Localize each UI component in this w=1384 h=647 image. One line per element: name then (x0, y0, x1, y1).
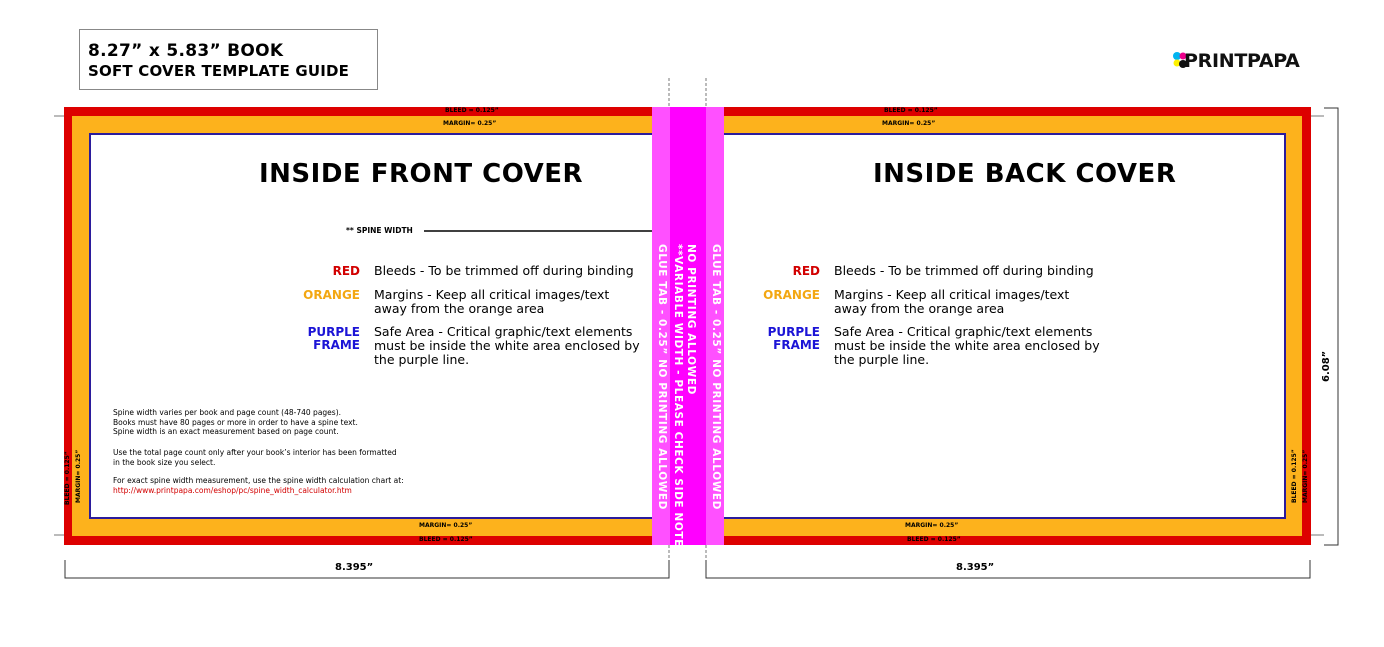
template-title: 8.27” x 5.83” BOOK (88, 41, 284, 61)
legend-key-purple: PURPLE FRAME (307, 325, 360, 352)
back-legend-key-purple: PURPLE FRAME (767, 325, 820, 352)
height-dimension: 6.08” (1321, 350, 1332, 382)
note-spine-width: Spine width varies per book and page count (48-740 pages). Books must have 80 pages or more in order to have a spine text. Spine width is an exact measurement based on page count. (113, 408, 358, 436)
legend-key-orange: ORANGE (303, 288, 360, 302)
back-legend-desc-red: Bleeds - To be trimmed off during binding (834, 263, 1094, 278)
front-bleed-side-label: BLEED = 0.125” (64, 451, 71, 505)
note-page-count: Use the total page count only after your book’s interior has been formatted in the book size you select. (113, 448, 397, 467)
note-calculator: For exact spine width measurement, use the spine width calculation chart at: (113, 476, 404, 485)
back-margin-top-label: MARGIN= 0.25” (882, 120, 936, 127)
spine-center-label: NO PRINTING ALLOWED **VARIABLE WIDTH - PLEASE CHECK SIDE NOTE (672, 244, 697, 547)
legend-key-red: RED (332, 264, 360, 278)
legend-desc-red: Bleeds - To be trimmed off during binding (374, 263, 634, 278)
back-legend-key-orange: ORANGE (763, 288, 820, 302)
back-bleed-top-label: BLEED = 0.125” (884, 107, 938, 114)
legend-desc-orange: Margins - Keep all critical images/text away from the orange area (374, 287, 610, 316)
back-bleed-side-label: BLEED = 0.125” (1291, 449, 1298, 503)
back-legend-key-red: RED (792, 264, 820, 278)
front-margin-top-label: MARGIN= 0.25” (443, 120, 497, 127)
front-heading: INSIDE FRONT COVER (259, 159, 584, 189)
front-width-dimension: 8.395” (335, 562, 374, 573)
back-heading: INSIDE BACK COVER (873, 159, 1177, 189)
front-bleed-bottom-label: BLEED = 0.125” (419, 536, 473, 543)
back-legend-desc-orange: Margins - Keep all critical images/text away from the orange area (834, 287, 1070, 316)
front-bleed-top-label: BLEED = 0.125” (445, 107, 499, 114)
front-margin-side-label: MARGIN= 0.25” (75, 449, 82, 503)
spine-width-pointer-label: ** SPINE WIDTH (346, 226, 413, 235)
front-margin-bottom-label: MARGIN= 0.25” (419, 522, 473, 529)
spine-calculator-link[interactable]: http://www.printpapa.com/eshop/pc/spine_width_calculator.htm (113, 486, 352, 495)
back-width-dimension: 8.395” (956, 562, 995, 573)
back-margin-side-label: MARGIN= 0.25” (1302, 449, 1309, 503)
glue-tab-left-label: GLUE TAB - 0.25” NO PRINTING ALLOWED (656, 244, 668, 511)
template-subtitle: SOFT COVER TEMPLATE GUIDE (88, 62, 350, 80)
glue-tab-right-label: GLUE TAB - 0.25” NO PRINTING ALLOWED (710, 244, 722, 511)
legend-desc-purple: Safe Area - Critical graphic/text elements must be inside the white area enclosed by the purple line. (374, 324, 640, 367)
back-bleed-bottom-label: BLEED = 0.125” (907, 536, 961, 543)
back-margin-bottom-label: MARGIN= 0.25” (905, 522, 959, 529)
back-legend-desc-purple: Safe Area - Critical graphic/text elements must be inside the white area enclosed by the purple line. (834, 324, 1100, 367)
logo-text: PRINTPAPA (1184, 50, 1300, 72)
